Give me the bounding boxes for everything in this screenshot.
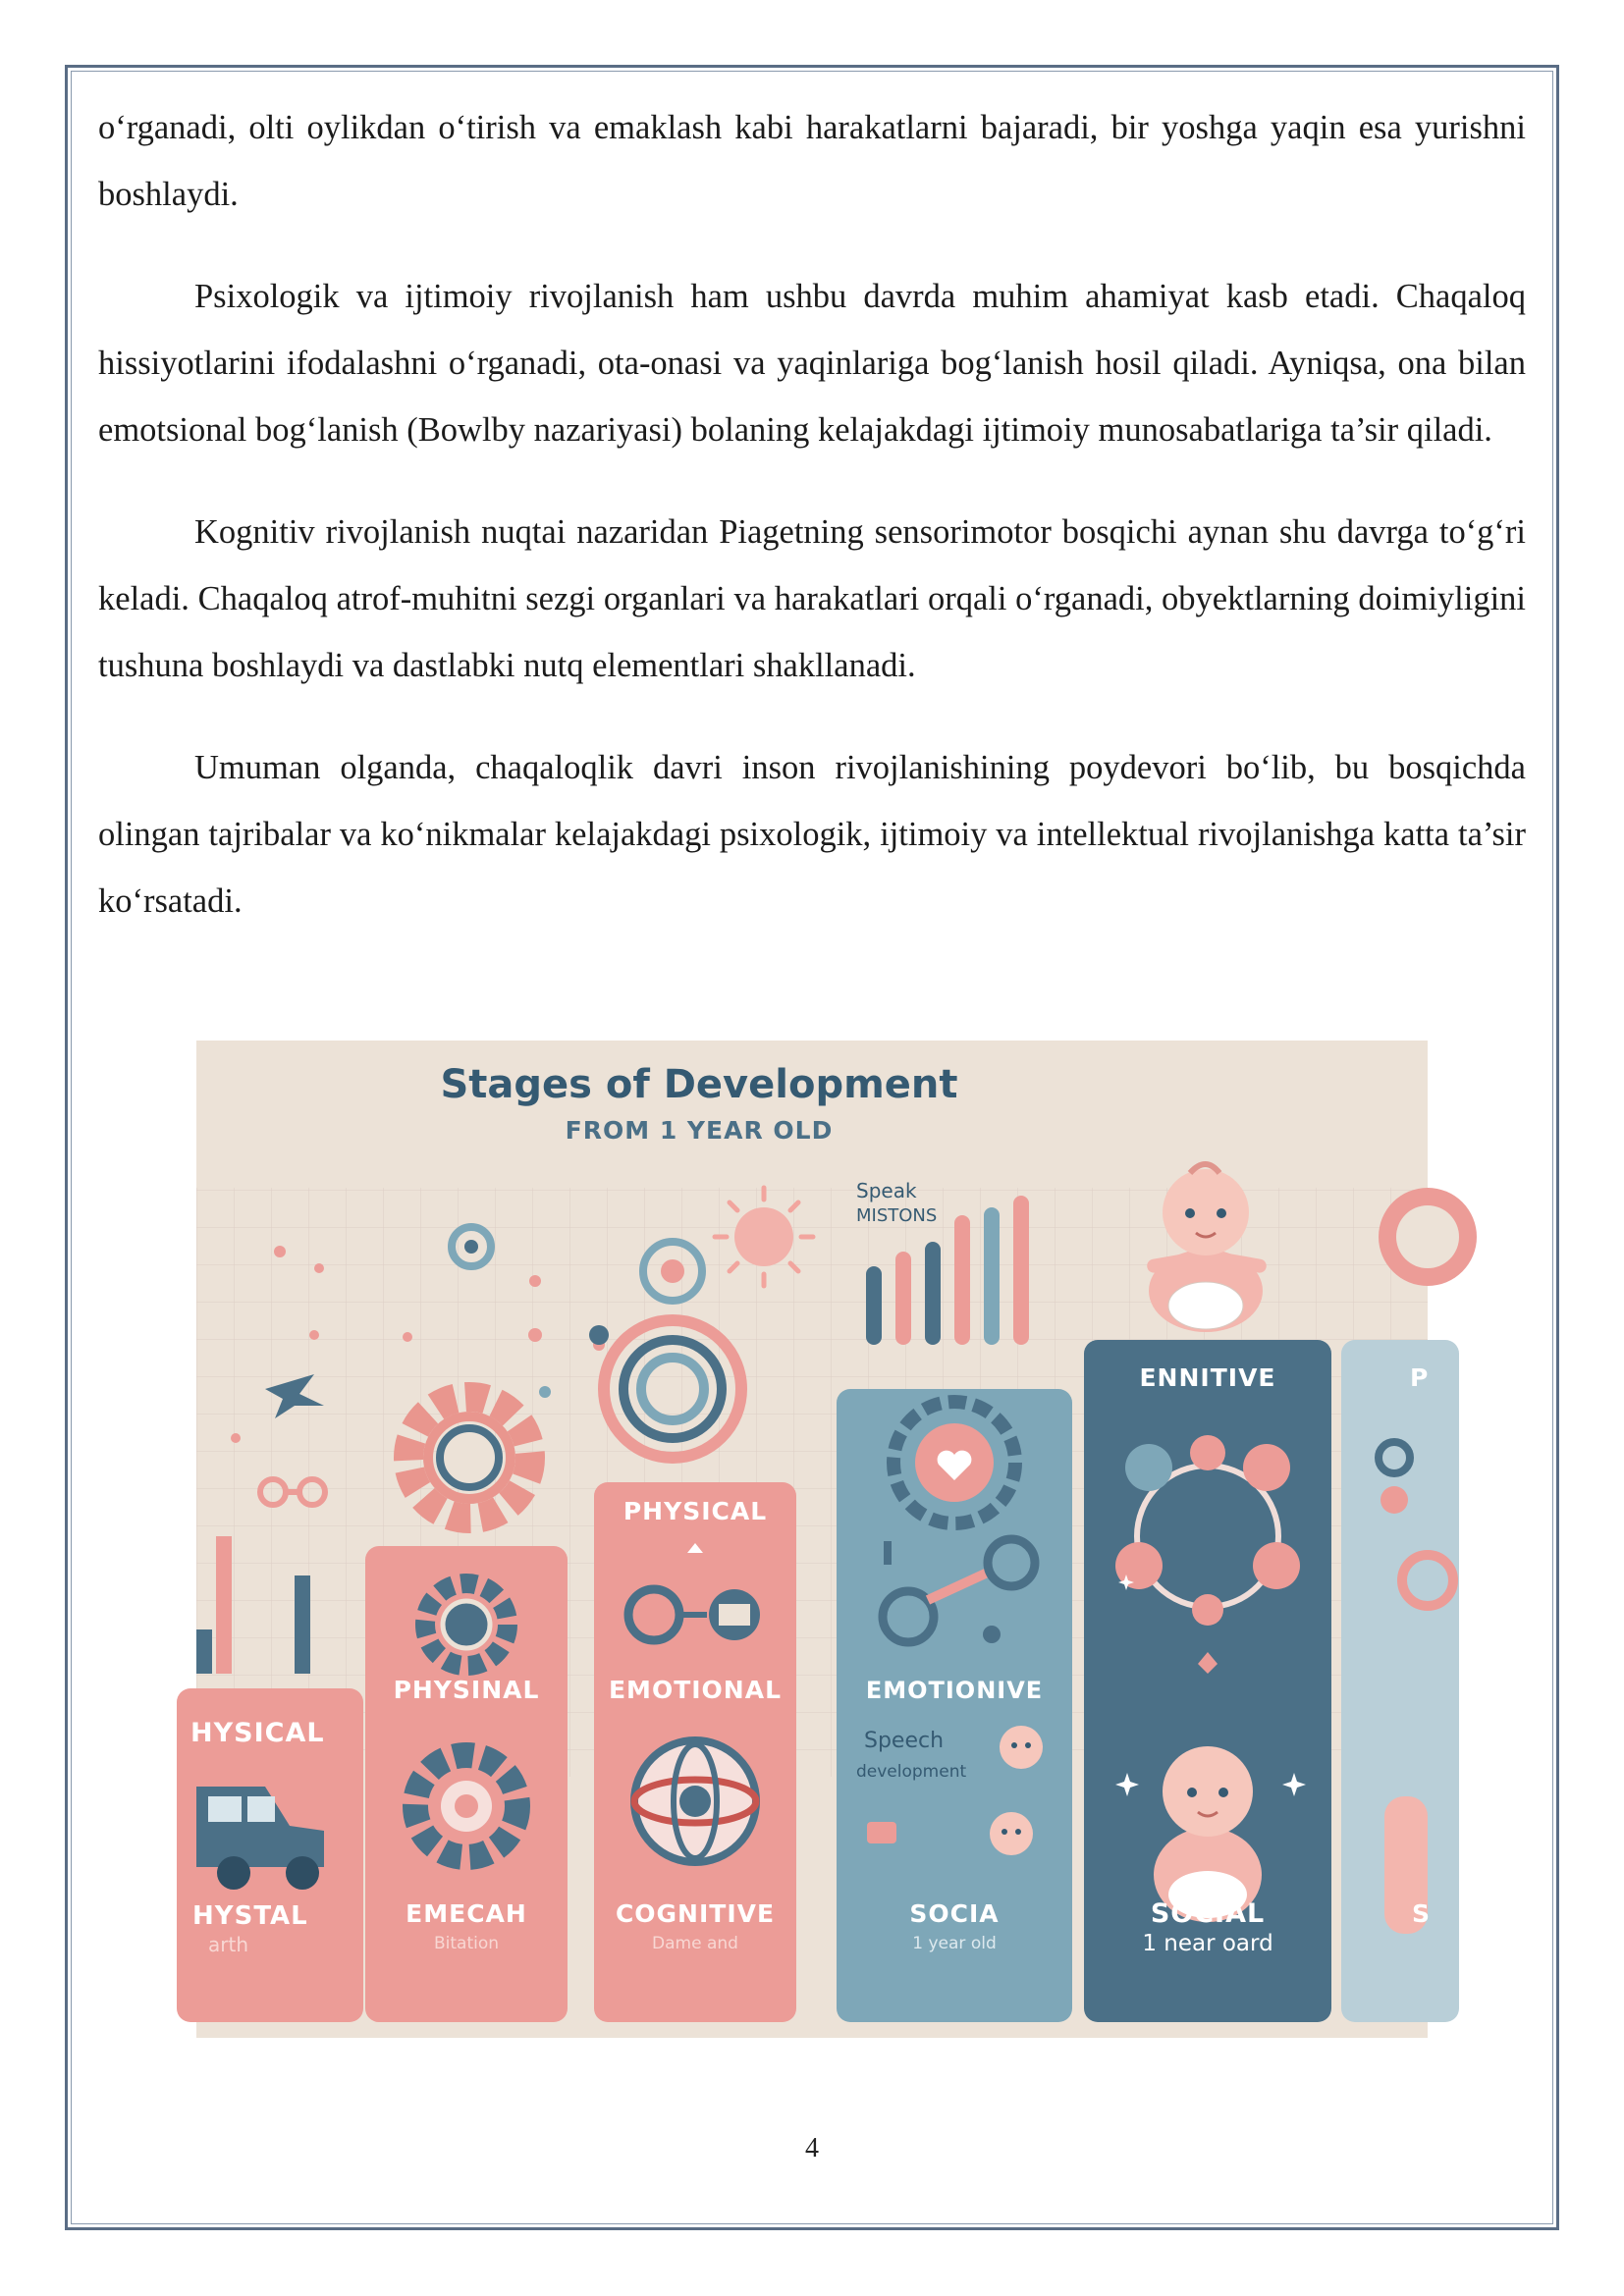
column-1-label: HYSICAL [190,1718,325,1748]
column-2-foot-sub: Bitation [433,1934,500,1953]
small-tag-icon [867,1822,896,1843]
paragraph-1: o‘rganadi, olti oylikdan o‘tirish va emaklash kabi harakatlarni bajaradi, bir yoshga yaqin esa yurishni boshlaydi. [98,109,1526,213]
column-3-foot-sub: Dame and [652,1934,738,1953]
speak-label: Speak [856,1179,917,1202]
milestones-label: MISTONS [856,1205,938,1226]
column-4-foot-sub: 1 year old [912,1934,997,1953]
paragraph-4: Umuman olganda, chaqaloqlik davri inson rivojlanishining poydevori bo‘lib, bu bosqichda olingan tajribalar va ko‘nikmalar kelajakdagi psixologik, ijtimoiy va intellektual rivojlanishga katta ta’sir ko‘rsatadi. [98,749,1526,920]
column-5-top-label: ENNITIVE [1139,1363,1276,1392]
column-4-label: EMOTIONIVE [865,1677,1044,1704]
column-3-label: EMOTIONAL [608,1676,783,1704]
column-2-foot-label: EMECAH [406,1899,527,1928]
atom-icon [634,1740,756,1862]
column-2 [365,1546,568,2022]
edge-circle-icon [1379,1188,1477,1286]
column-4-foot-label: SOCIA [909,1899,1000,1928]
infographic-svg [190,1041,1432,2038]
baby-face-icon-2 [990,1812,1033,1855]
column-6 [1341,1340,1459,2022]
development-label: development [856,1762,967,1782]
column-3 [594,1482,796,2022]
column-3-top-label: PHYSICAL [623,1497,768,1525]
figure-title: Stages of Development [440,1062,958,1107]
development-infographic [190,1041,1432,2038]
large-gear-icon [408,1397,530,1519]
column-1-foot-label: HYSTAL [192,1901,308,1931]
paragraph-3: Kognitiv rivojlanish nuqtai nazaridan Piagetning sensorimotor bosqichi aynan shu davrga to‘g‘ri keladi. Chaqaloq atrof-muhitni sezgi organlari va harakatlari orqali o‘rganadi, obyektlarning doimiyligini tushuna boshlaydi va dastlabki nutq elementlari shakllanadi. [98,513,1526,684]
column-1-foot-sub: arth [208,1933,248,1956]
column-5-foot-label: SOCIAL [1150,1898,1266,1929]
column-5 [1084,1340,1331,2022]
baby-face-icon-1 [1000,1726,1043,1769]
speech-label: Speech [864,1729,945,1753]
column-6-foot-label: S [1412,1899,1432,1928]
column-4 [837,1389,1072,2022]
paragraph-2: Psixologik va ijtimoiy rivojlanish ham ushbu davrda muhim ahamiyat kasb etadi. Chaqaloq hissiyotlarini ifodalashni o‘rganadi, ota-onasi va yaqinlariga bog‘lanish hosil qiladi. Ayniqsa, ona bilan emotsional bog‘lanish (Bowlby nazariyasi) bolaning kelajakdagi ijtimoiy munosabatlariga ta’sir qiladi. [98,278,1526,449]
page-number: 4 [805,2133,819,2163]
column-5-foot-sub: 1 near oard [1142,1931,1273,1956]
body-text [98,94,1526,970]
figure-subtitle: FROM 1 YEAR OLD [565,1116,834,1145]
column-6-top-label: P [1410,1363,1430,1392]
column-3-foot-label: COGNITIVE [615,1899,776,1928]
column-2-label: PHYSINAL [393,1676,540,1704]
